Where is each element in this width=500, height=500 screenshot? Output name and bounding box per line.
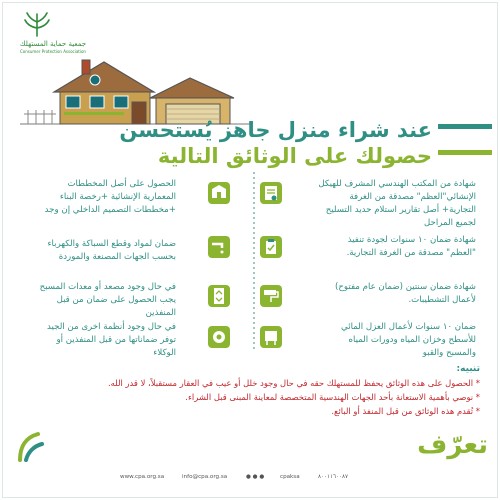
footer-contacts <box>120 472 408 484</box>
notes-section <box>20 362 480 418</box>
document-right-4: ضمان ١٠ سنوات لأعمال العزل المائي للأسطح وخزان المياه ودورات المياه والمسبح والقبو <box>341 322 476 358</box>
brand-logo: تعرّف <box>417 430 488 460</box>
headline-line1: عند شراء منزل جاهز يُستحسن <box>119 118 432 142</box>
water-tank-icon <box>258 324 284 350</box>
clipboard-icon <box>258 234 284 260</box>
note-text: تُقدم هذه الوثائق من قبل المنفذ أو البائع. <box>331 406 474 416</box>
social-handle: cpaksa <box>280 474 300 480</box>
social-icons: ● ● ● <box>246 474 265 480</box>
paint-roller-icon <box>258 283 284 309</box>
email-link[interactable]: info@cpa.org.sa <box>182 474 228 480</box>
gear-icon <box>206 324 232 350</box>
document-left-3: في حال وجود مصعد أو معدات المسبح يجب الحصول على ضمان من قبل المنفذين <box>39 282 176 318</box>
house-illustration <box>20 58 250 126</box>
note-item: * نوصي بأهمية الاستعانة بأحد الجهات الهندسية المتخصصة لمعاينة المبنى قبل الشراء. <box>185 392 480 402</box>
certificate-icon <box>258 180 284 206</box>
document-right-1: شهادة من المكتب الهندسي المشرف للهيكل الإنشائي"العظم" مصدقة من الغرفة التجارية+ أصل تقارير استلام حديد التسليح لجميع المراحل <box>318 179 476 228</box>
brand-mark-icon <box>16 430 46 464</box>
note-text: الحصول على هذه الوثائق يحفظ للمستهلك حقه في حال وجود خلل أو عيب في العقار مستقبلاً، لا قدر الله. <box>108 378 474 388</box>
blueprint-icon <box>206 180 232 206</box>
document-left-4: في حال وجود أنظمة اخرى من الجيد توفر ضماناتها من قبل المنفذين أو الوكلاء <box>47 322 176 358</box>
website-link[interactable]: www.cpa.org.sa <box>120 474 165 480</box>
faucet-icon <box>206 234 232 260</box>
logo-icon <box>22 8 52 38</box>
headline-accent-bar <box>438 124 492 129</box>
document-left-1: الحصول على أصل المخططات المعمارية الإنشائية +رخصة البناء +مخططات التصميم الداخلي إن وجد <box>44 179 176 215</box>
headline-line2: حصولك على الوثائق التالية <box>157 144 432 168</box>
elevator-icon <box>206 283 232 309</box>
note-text: نوصي بأهمية الاستعانة بأحد الجهات الهندسية المتخصصة لمعاينة المبنى قبل الشراء. <box>185 392 474 402</box>
notes-title: تنبيه: <box>456 364 480 374</box>
org-name-ar: جمعية حماية المستهلك <box>19 40 87 48</box>
note-item: * تُقدم هذه الوثائق من قبل المنفذ أو البائع. <box>331 406 480 416</box>
document-right-2: شهادة ضمان ١٠ سنوات لجودة تنفيذ "العظم" مصدقة من الغرفة التجارية. <box>346 235 476 258</box>
headline-accent-bar-2 <box>438 150 492 155</box>
org-name-en: Consumer Protection Association <box>20 49 86 54</box>
note-item: * الحصول على هذه الوثائق يحفظ للمستهلك حقه في حال وجود خلل أو عيب في العقار مستقبلاً، لا قدر الله. <box>108 378 480 388</box>
phone-number: ٨٠٠١١٦٠٠٨٧ <box>318 474 349 480</box>
document-left-2: ضمان لمواد وقطع السباكة والكهرباء بحسب الجهات المصنعة والموردة <box>47 239 176 262</box>
document-right-3: شهادة ضمان سنتين (ضمان عام مفتوح) لأعمال التشطيبات. <box>335 282 476 305</box>
